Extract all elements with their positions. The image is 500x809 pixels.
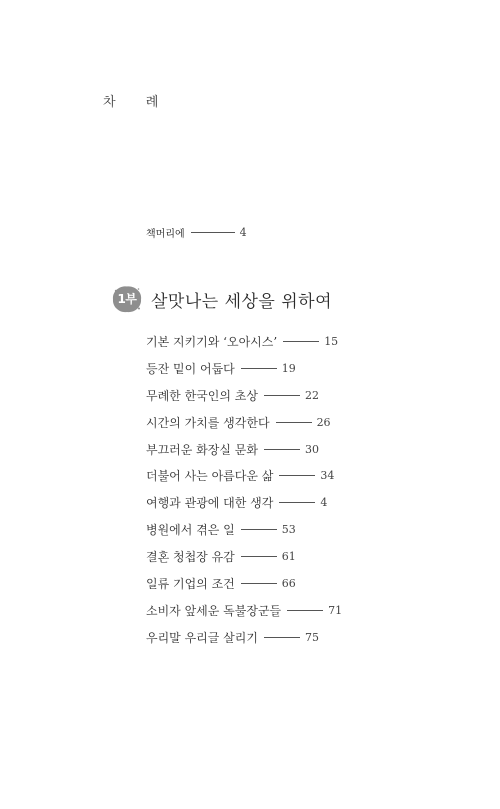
leader-line bbox=[287, 610, 323, 611]
leader-line bbox=[241, 556, 277, 557]
entry-title: 등잔 밑이 어둡다 bbox=[146, 361, 235, 376]
entry-title: 기본 지키기와 ‘오아시스’ bbox=[146, 334, 278, 349]
entry-title: 우리말 우리글 살리기 bbox=[146, 630, 258, 645]
leader-line bbox=[279, 475, 315, 476]
entry-title: 더불어 사는 아름다운 삶 bbox=[146, 469, 274, 484]
toc-entry[interactable] bbox=[146, 597, 342, 624]
entry-page-number: 26 bbox=[316, 415, 331, 429]
toc-entry[interactable] bbox=[146, 543, 342, 570]
toc-entry[interactable] bbox=[146, 570, 342, 597]
toc-entry-list bbox=[146, 328, 342, 651]
leader-line bbox=[283, 341, 319, 342]
leader-line bbox=[276, 422, 312, 423]
toc-entry[interactable] bbox=[146, 624, 342, 651]
toc-entry[interactable] bbox=[146, 382, 342, 409]
part-badge bbox=[112, 285, 142, 313]
entry-title: 결혼 청첩장 유감 bbox=[146, 550, 235, 565]
entry-title: 일류 기업의 조건 bbox=[146, 576, 235, 591]
entry-page-number: 22 bbox=[304, 388, 319, 402]
entry-page-number: 15 bbox=[324, 334, 339, 348]
leader-line bbox=[279, 502, 315, 503]
preface-title: 책머리에 bbox=[146, 229, 185, 240]
toc-entry[interactable] bbox=[146, 462, 342, 489]
entry-page-number: 75 bbox=[304, 630, 319, 644]
toc-entry[interactable] bbox=[146, 328, 342, 355]
preface-page-number: 4 bbox=[239, 226, 247, 239]
entry-title: 소비자 앞세운 독불장군들 bbox=[146, 603, 282, 618]
toc-entry[interactable] bbox=[146, 355, 342, 382]
entry-page-number: 4 bbox=[320, 496, 328, 510]
leader-line bbox=[241, 368, 277, 369]
leader-line bbox=[191, 232, 235, 233]
entry-title: 무례한 한국인의 초상 bbox=[146, 388, 258, 403]
toc-entry[interactable] bbox=[146, 516, 342, 543]
entry-page-number: 19 bbox=[281, 361, 296, 375]
preface-entry[interactable] bbox=[146, 225, 247, 240]
leader-line bbox=[264, 637, 300, 638]
toc-entry[interactable] bbox=[146, 436, 342, 463]
leader-line bbox=[241, 529, 277, 530]
entry-title: 여행과 관광에 대한 생각 bbox=[146, 496, 274, 511]
leader-line bbox=[241, 583, 277, 584]
entry-page-number: 30 bbox=[304, 442, 319, 456]
entry-title: 부끄러운 화장실 문화 bbox=[146, 442, 258, 457]
part-title: 살맛나는 세상을 위하여 bbox=[151, 291, 333, 312]
entry-page-number: 71 bbox=[328, 603, 343, 617]
leader-line bbox=[264, 449, 300, 450]
entry-title: 시간의 가치를 생각한다 bbox=[146, 415, 270, 430]
entry-title: 병원에서 겪은 일 bbox=[146, 523, 235, 538]
entry-page-number: 34 bbox=[320, 469, 335, 483]
part-1-header bbox=[112, 285, 332, 313]
part-badge-label: 1부 bbox=[117, 292, 137, 306]
entry-page-number: 53 bbox=[281, 523, 296, 537]
toc-entry[interactable] bbox=[146, 489, 342, 516]
toc-entry[interactable] bbox=[146, 409, 342, 436]
entry-page-number: 66 bbox=[281, 576, 296, 590]
toc-heading: 차 례 bbox=[103, 95, 172, 110]
entry-page-number: 61 bbox=[281, 550, 296, 564]
leader-line bbox=[264, 395, 300, 396]
